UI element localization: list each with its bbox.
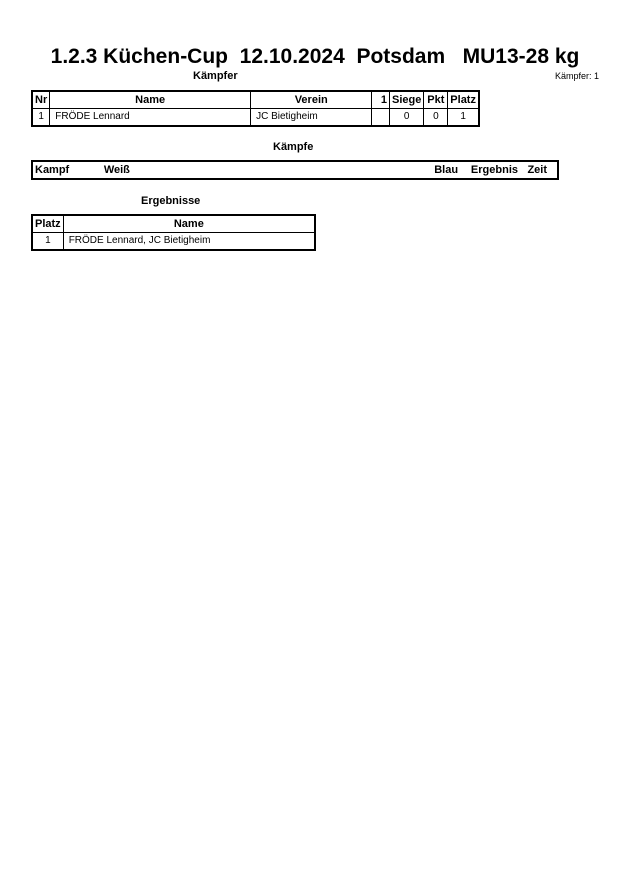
fighter-round-1 [372, 109, 390, 127]
bouts-table [31, 160, 559, 180]
fighter-wins: 0 [390, 109, 424, 127]
table-row [32, 233, 315, 251]
page-title: 1.2.3 Küchen-Cup 12.10.2024 Potsdam MU13-28 kg [50, 45, 580, 68]
col-place: Platz [448, 91, 479, 109]
col-blue: Blau [434, 164, 459, 176]
bouts-header-row [32, 161, 558, 179]
fighter-club: JC Bietigheim [251, 109, 372, 127]
results-section-title: Ergebnisse [141, 195, 201, 207]
col-time: Zeit [527, 164, 547, 176]
fighter-nr: 1 [32, 109, 50, 127]
col-club: Verein [251, 91, 372, 109]
col-round-1: 1 [372, 91, 390, 109]
fighters-header-row [32, 91, 479, 109]
bouts-section-title: Kämpfe [273, 141, 314, 153]
result-name: FRÖDE Lennard, JC Bietigheim [63, 233, 315, 251]
fighters-table [31, 90, 480, 127]
col-bout: Kampf [35, 164, 70, 176]
results-table [31, 214, 316, 251]
col-results-place: Platz [32, 215, 63, 233]
col-results-name: Name [63, 215, 315, 233]
col-white: Weiß [103, 164, 130, 176]
fighter-points: 0 [424, 109, 448, 127]
table-row [32, 109, 479, 127]
results-header-row [32, 215, 315, 233]
col-result: Ergebnis [470, 164, 518, 176]
col-nr: Nr [32, 91, 50, 109]
col-wins: Siege [390, 91, 424, 109]
col-points: Pkt [424, 91, 448, 109]
result-place: 1 [32, 233, 63, 251]
fighter-count: Kämpfer: 1 [554, 71, 599, 81]
fighter-name: FRÖDE Lennard [50, 109, 251, 127]
col-name: Name [50, 91, 251, 109]
fighter-place: 1 [448, 109, 479, 127]
fighters-section-title: Kämpfer [193, 70, 238, 82]
